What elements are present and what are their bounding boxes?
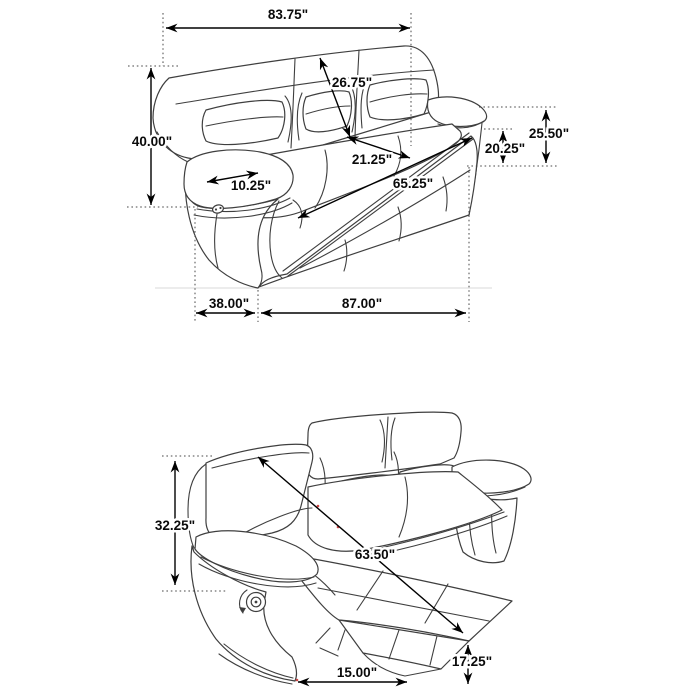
- dim-label: 87.00": [341, 296, 383, 311]
- dim-label: 10.25": [230, 178, 272, 193]
- front-view: [127, 7, 569, 322]
- dim-label: 63.50": [354, 547, 396, 562]
- dim-seat-to-arm-height: [484, 129, 525, 163]
- dim-label: 25.50": [528, 126, 570, 141]
- front-view-sofa-drawing: [153, 46, 487, 288]
- dim-label: 15.00": [336, 665, 378, 680]
- dim-label: 20.25": [484, 141, 526, 156]
- dim-label: 17.25": [451, 654, 493, 669]
- dim-label: 40.00": [131, 134, 173, 149]
- dim-label: 32.25": [154, 518, 196, 533]
- dim-label: 65.25": [392, 176, 434, 191]
- reclined-view: [155, 412, 531, 684]
- dim-label: 83.75": [267, 7, 309, 22]
- dim-label: 21.25": [351, 152, 393, 167]
- dim-label: 26.75": [331, 75, 373, 90]
- red-marker-dot: [296, 679, 299, 682]
- dim-label: 38.00": [208, 296, 250, 311]
- dim-footrest-length: [298, 665, 407, 682]
